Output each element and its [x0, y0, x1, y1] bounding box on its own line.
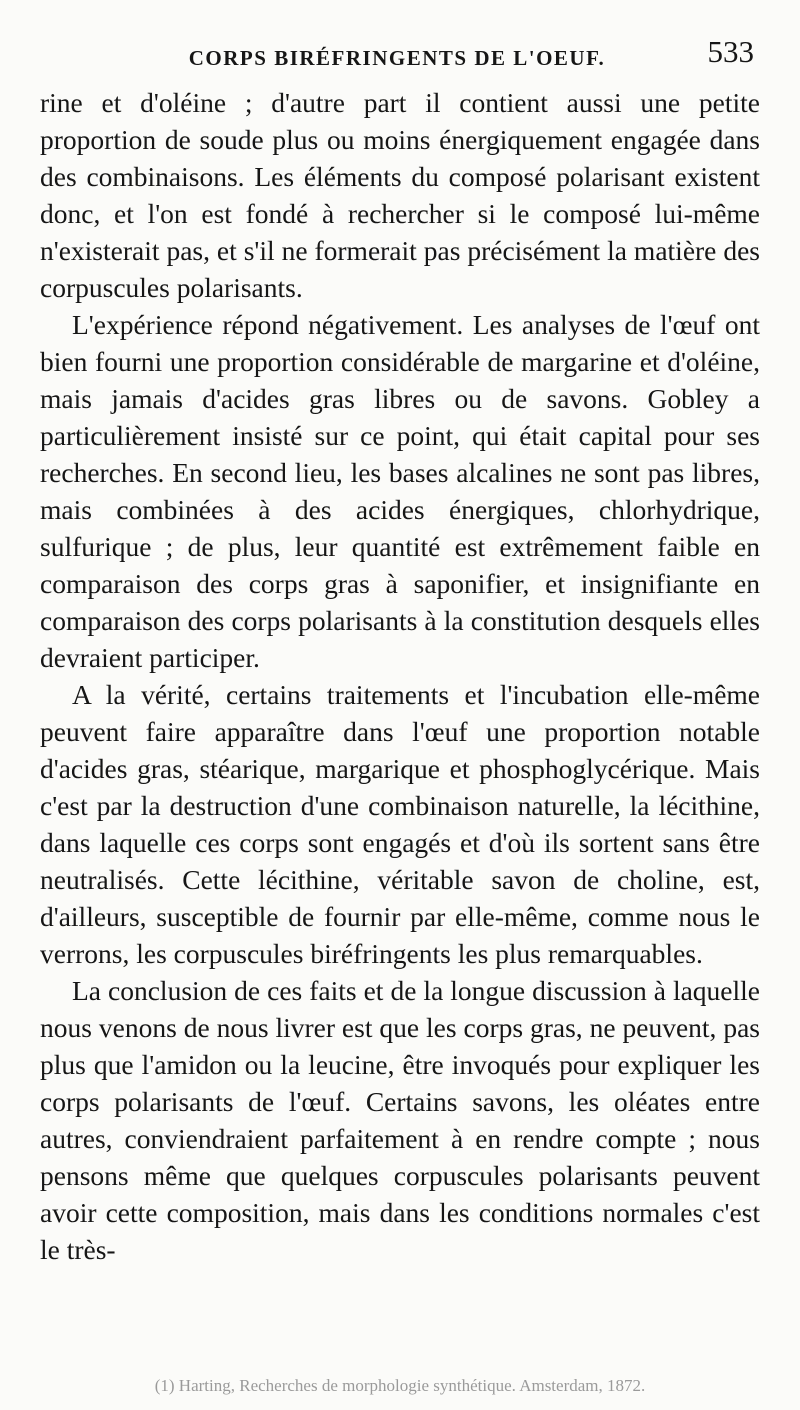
running-title: CORPS BIRÉFRINGENTS DE L'OEUF.	[188, 46, 606, 70]
page-number: 533	[707, 34, 754, 69]
page-body	[40, 84, 760, 1268]
paragraph-4: La conclusion de ces faits et de la longue discussion à laquelle nous venons de nous livrer est que les corps gras, ne peuvent, pas plus que l'amidon ou la leucine, être invoqués pour expliquer les corps polarisants de l'œuf. Certains savons, les oléates entre autres, conviendraient parfaitement à en rendre compte ; nous pensons même que quelques corpuscules polarisants peuvent avoir cette composition, mais dans les conditions normales c'est le très-	[40, 975, 760, 1265]
paragraph-1: rine et d'oléine ; d'autre part il contient aussi une petite proportion de soude plus ou moins énergiquement engagée dans des combinaisons. Les éléments du composé polarisant existent donc, et l'on est fondé à rechercher si le composé lui-même n'existerait pas, et s'il ne formerait pas précisément la matière des corpuscules polarisants.	[40, 87, 760, 303]
paragraph-2: L'expérience répond négativement. Les analyses de l'œuf ont bien fourni une proportion considérable de margarine et d'oléine, mais jamais d'acides gras libres ou de savons. Gobley a particulièrement insisté sur ce point, qui était capital pour ses recherches. En second lieu, les bases alcalines ne sont pas libres, mais combinées à des acides énergiques, chlorhydrique, sulfurique ; de plus, leur quantité est extrêmement faible en comparaison des corps gras à saponifier, et insignifiante en comparaison des corps polarisants à la constitution desquels elles devraient participer.	[40, 309, 760, 673]
paragraph-3: A la vérité, certains traitements et l'incubation elle-même peuvent faire apparaître dans l'œuf une proportion notable d'acides gras, stéarique, margarique et phosphoglycérique. Mais c'est par la destruction d'une combinaison naturelle, la lécithine, dans laquelle ces corps sont engagés et d'où ils sortent sans être neutralisés. Cette lécithine, véritable savon de choline, est, d'ailleurs, susceptible de fournir par elle-même, comme nous le verrons, les corpuscules biréfringents les plus remarquables.	[40, 679, 760, 969]
page-header	[40, 30, 754, 76]
footnote: (1) Harting, Recherches de morphologie synthétique. Amsterdam, 1872.	[154, 1376, 646, 1395]
